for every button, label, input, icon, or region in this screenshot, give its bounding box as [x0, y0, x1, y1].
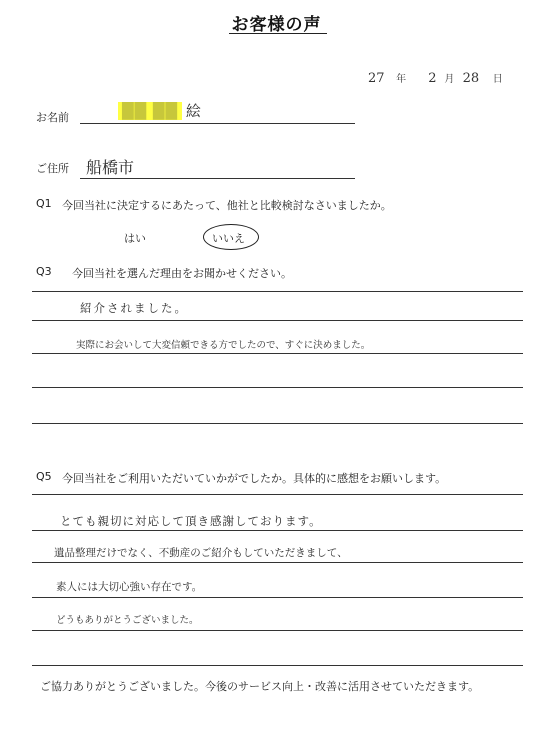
date-month: 2	[428, 71, 437, 86]
q5-number: Q5	[36, 470, 52, 483]
date-month-unit: 月	[444, 74, 455, 85]
q3-line-5	[32, 423, 523, 424]
q5-line-6	[32, 665, 523, 666]
q3-answer-1: 紹介されました。	[80, 301, 188, 315]
q1-text: 今回当社に決定するにあたって、他社と比較検討なさいましたか。	[62, 199, 392, 212]
q3-line-2	[32, 320, 523, 321]
survey-title: お客様の声	[231, 15, 322, 35]
name-value	[118, 100, 201, 121]
q5-answer-1: とても親切に対応して頂き感謝しております。	[60, 514, 322, 528]
address-label: ご住所	[36, 162, 69, 175]
q3-text: 今回当社を選んだ理由をお聞かせください。	[72, 267, 292, 280]
date-row	[368, 70, 503, 86]
q3-line-4	[32, 387, 523, 388]
q5-answer-2: 遺品整理だけでなく、不動産のご紹介もしていただきまして、	[54, 547, 348, 559]
date-day: 28	[462, 71, 480, 86]
q5-answer-3: 素人には大切心強い存在です。	[56, 581, 203, 593]
q5-line-2	[32, 530, 523, 531]
address-line	[80, 178, 355, 179]
q5-line-1	[32, 494, 523, 495]
q3-line-3	[32, 353, 523, 354]
q1-option-yes: はい	[124, 232, 146, 245]
q5-line-3	[32, 562, 523, 563]
date-year: 27	[368, 71, 385, 86]
q1-number: Q1	[36, 197, 52, 210]
q5-line-4	[32, 597, 523, 598]
q5-line-5	[32, 630, 523, 631]
name-redacted-highlight: ██ ██	[118, 102, 182, 120]
title-underline	[229, 33, 327, 34]
q3-answer-2: 実際にお会いして大変信頼できる方でしたので、すぐに決めました。	[76, 340, 371, 351]
footer-thanks: ご協力ありがとうございました。今後のサービス向上・改善に活用させていただきます。	[40, 680, 480, 693]
name-line	[80, 123, 355, 124]
date-year-unit: 年	[396, 74, 407, 85]
q3-line-1	[32, 291, 523, 292]
q1-option-no: いいえ	[212, 232, 245, 245]
date-day-unit: 日	[492, 74, 503, 85]
q1-selection-circle	[203, 224, 259, 250]
q3-number: Q3	[36, 265, 52, 278]
address-value: 船橋市	[86, 158, 135, 177]
name-label: お名前	[36, 111, 69, 124]
q5-text: 今回当社をご利用いただいていかがでしたか。具体的に感想をお願いします。	[62, 472, 447, 485]
q5-answer-4: どうもありがとうございました。	[56, 615, 199, 626]
name-visible-char: 絵	[185, 102, 201, 120]
